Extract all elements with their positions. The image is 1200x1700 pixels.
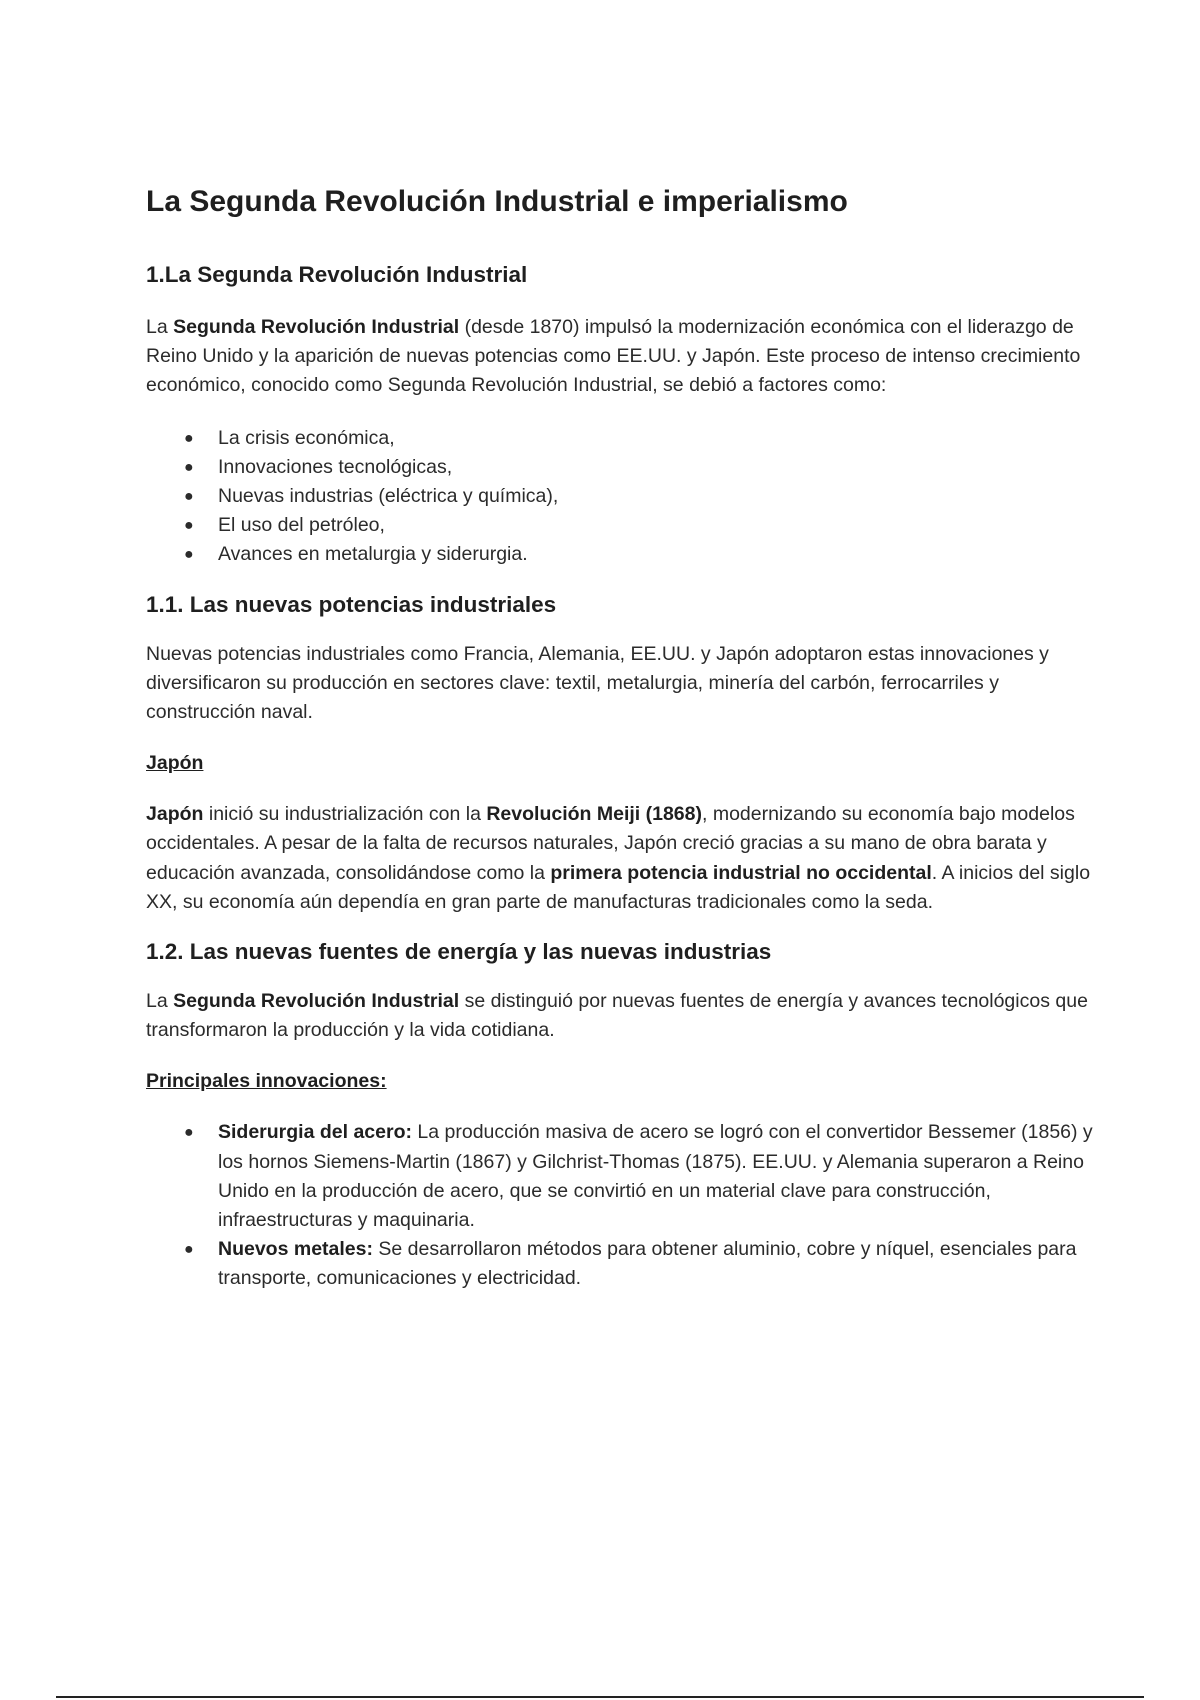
japan-paragraph: Japón inició su industrialización con la Revolución Meiji (1868), modernizando su economía bajo modelos occidentales. A pesar de la falta de recursos naturales, Japón creció gracias a su mano de obra barata y educación avanzada, consolidándose como la primera potencia industrial no occidental. A inicios del siglo XX, su economía aún dependía en gran parte de manufacturas tradicionales como la seda. xyxy=(146,803,1091,913)
document-title: La Segunda Revolución Industrial e imperialismo xyxy=(146,185,848,218)
section-1-1-heading: 1.1. Las nuevas potencias industriales xyxy=(146,591,557,617)
list-item: ● La crisis económica, xyxy=(146,424,1096,453)
section-1-heading: 1.La Segunda Revolución Industrial xyxy=(146,262,528,287)
bullet-icon: ● xyxy=(184,1124,194,1142)
bullet-icon: ● xyxy=(184,517,194,535)
section-1-2-heading: 1.2. Las nuevas fuentes de energía y las nuevas industrias xyxy=(146,939,772,965)
bullet-icon: ● xyxy=(184,429,194,447)
list-item: ● Avances en metalurgia y siderurgia. xyxy=(146,540,1096,569)
innovations-subheading: Principales innovaciones: xyxy=(146,1070,387,1093)
bullet-icon: ● xyxy=(184,458,194,476)
list-item: ● Nuevas industrias (eléctrica y química), xyxy=(146,482,1096,511)
section-1-paragraph: La Segunda Revolución Industrial (desde 1870) impulsó la modernización económica con el liderazgo de Reino Unido y la aparición de nuevas potencias como EE.UU. y Japón. Este proceso de intenso crecimiento económico, conocido como Segunda Revolución Industrial, se debió a factores como: xyxy=(146,316,1081,397)
bullet-icon: ● xyxy=(184,1241,194,1259)
bullet-icon: ● xyxy=(184,546,194,564)
bullet-icon: ● xyxy=(184,488,194,506)
document-page xyxy=(146,182,1096,1294)
section-1-1-paragraph: Nuevas potencias industriales como Francia, Alemania, EE.UU. y Japón adoptaron estas innovaciones y diversificaron su producción en sectores clave: textil, metalurgia, minería del carbón, ferrocarriles y construcción naval. xyxy=(146,642,1049,724)
section-1-2-paragraph: La Segunda Revolución Industrial se distinguió por nuevas fuentes de energía y avances tecnológicos que transformaron la producción y la vida cotidiana. xyxy=(146,990,1088,1042)
japan-subheading: Japón xyxy=(146,752,204,775)
list-item: ● Nuevos metales: Se desarrollaron métodos para obtener aluminio, cobre y níquel, esenciales para transporte, comunicaciones y electricidad. xyxy=(146,1235,1096,1293)
list-item: ● Innovaciones tecnológicas, xyxy=(146,453,1096,482)
innovations-list xyxy=(146,1118,1096,1293)
factors-list xyxy=(146,424,1096,570)
list-item: ● Siderurgia del acero: La producción masiva de acero se logró con el convertidor Bessemer (1856) y los hornos Siemens-Martin (1867) y Gilchrist-Thomas (1875). EE.UU. y Alemania superaron a Reino Unido en la producción de acero, que se convirtió en un material clave para construcción, infraestructuras y maquinaria. xyxy=(146,1118,1096,1235)
list-item: ● El uso del petróleo, xyxy=(146,511,1096,540)
page-divider xyxy=(56,1696,1144,1698)
